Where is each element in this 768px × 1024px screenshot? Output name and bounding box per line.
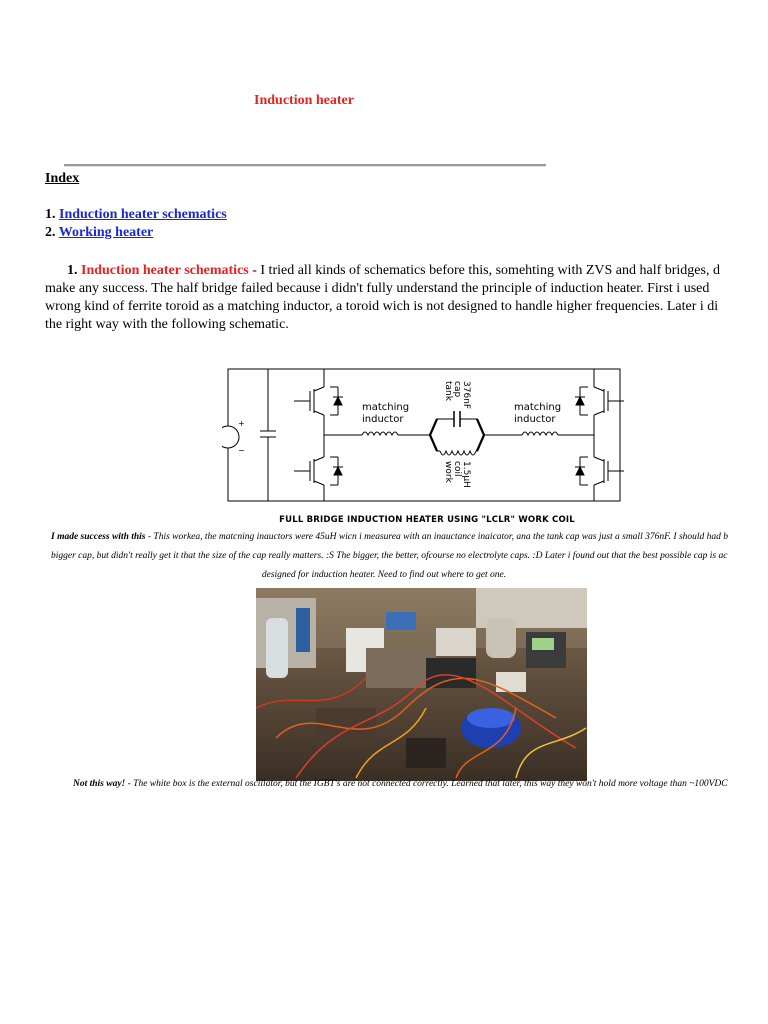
toc-item-working-heater	[45, 225, 153, 241]
toc-link-schematics[interactable]: Induction heater schematics	[59, 207, 227, 222]
work-coil-value: 1.5µH	[461, 461, 471, 488]
toc-link-working-heater[interactable]: Working heater	[58, 225, 154, 240]
minus-label: −	[238, 446, 245, 455]
inductor-icon	[522, 432, 558, 435]
mosfet-icon	[575, 457, 624, 485]
tank-cap-label: cap	[452, 381, 462, 398]
section-number: 1.	[67, 263, 78, 278]
toc-number: 2.	[45, 225, 56, 240]
tank-cap-label: tank	[443, 381, 453, 401]
horizontal-rule	[64, 164, 546, 167]
intro-line: the right way with the following schematic.	[45, 317, 289, 332]
right-inductor-label: inductor	[514, 414, 556, 425]
caption-text: - This workea, the matcning inauctors were 45uH wicn i measurea with an inauctance inaicator, ana the tank cap was just a small 376nF. I should had b	[145, 532, 729, 542]
schematic-caption: FULL BRIDGE INDUCTION HEATER USING "LCLR" WORK COIL	[279, 515, 575, 525]
mosfet-icon	[294, 457, 343, 485]
caption-line	[0, 775, 768, 794]
plus-label: +	[238, 419, 245, 428]
photo-caption-failure	[0, 775, 768, 794]
left-inductor-label: matching	[362, 402, 410, 413]
tank-cap-value: 376nF	[461, 381, 471, 410]
work-coil-label: coil	[452, 461, 462, 477]
intro-line: wrong kind of ferrite toroid as a matching inductor, a toroid wich is not designed to handle higher frequencies. Later i di	[45, 299, 719, 314]
workbench-photo	[256, 588, 587, 781]
caption-bold: Not this way!	[73, 779, 126, 789]
index-heading: Index	[45, 171, 80, 186]
section-heading: Induction heater schematics	[81, 263, 249, 278]
toc-item-schematics	[45, 207, 227, 223]
inductor-icon	[362, 432, 398, 435]
photo-caption-success	[0, 528, 768, 585]
intro-line: make any success. The half bridge failed because i didn't fully understand the principle of induction heater. First i used	[45, 281, 710, 296]
left-inductor-label: inductor	[362, 414, 404, 425]
page-title: Induction heater	[254, 93, 354, 108]
intro-line	[45, 262, 768, 280]
intro-paragraph	[45, 262, 768, 334]
mosfet-icon	[575, 387, 624, 415]
right-inductor-label: matching	[514, 402, 562, 413]
caption-text: - The white box is the external oscillator, but the IGBT's are not connected correctly. Learned that later, this way they won't hold more voltage than ~100VDC	[125, 779, 728, 789]
toc-number: 1.	[45, 207, 56, 222]
work-coil-icon	[440, 451, 476, 455]
caption-line: bigger cap, but didn't really get it that the size of the cap really matters. :S The bigger, the better, ofcourse no electrolyte caps. :D Later i found out that the best possible cap is ac	[51, 551, 728, 561]
voltage-source-icon	[222, 426, 239, 448]
circuit-schematic	[222, 365, 632, 515]
intro-text: - I tried all kinds of schematics before this, somehting with ZVS and half bridges, d	[248, 263, 720, 278]
caption-line	[0, 528, 768, 547]
caption-line: designed for induction heater. Need to find out where to get one.	[261, 570, 507, 580]
mosfet-icon	[294, 387, 343, 415]
caption-bold: I made success with this	[51, 532, 146, 542]
work-coil-label: work	[443, 461, 453, 483]
